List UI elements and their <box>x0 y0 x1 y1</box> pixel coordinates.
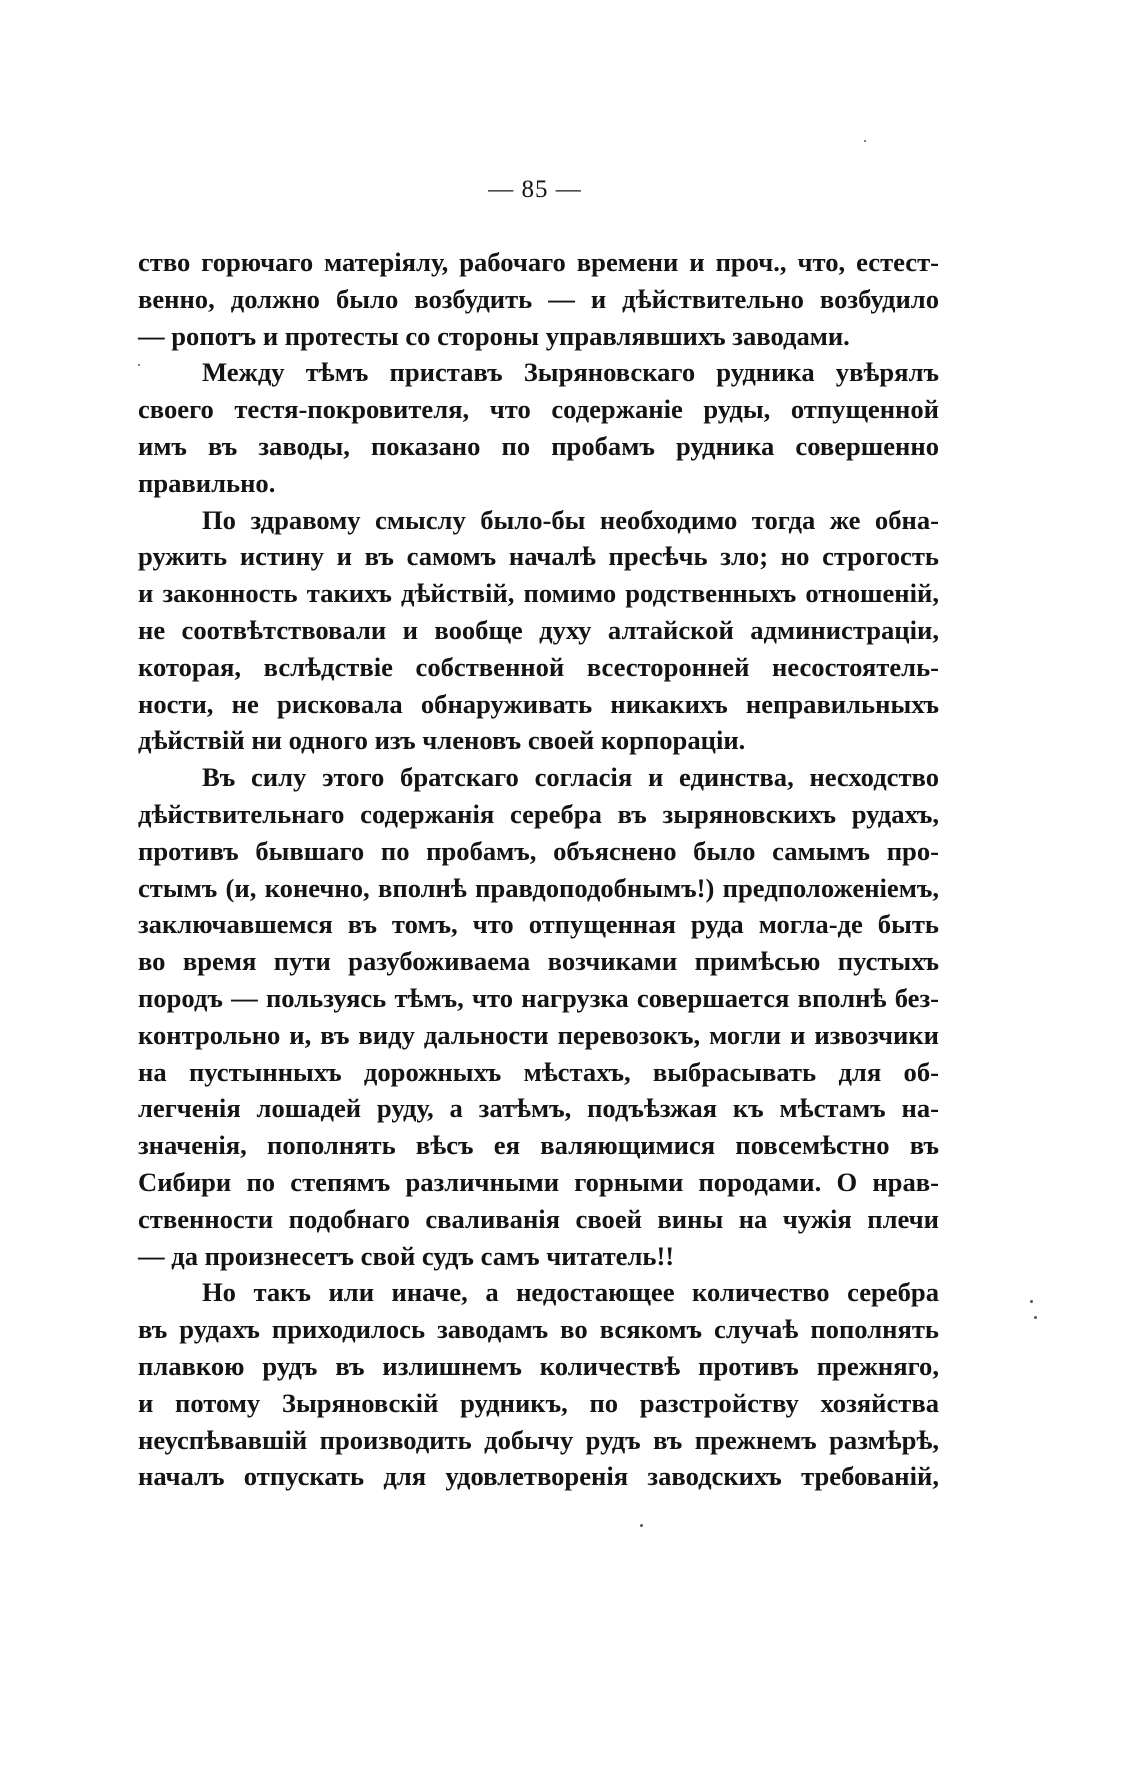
text-line: — да произнесетъ свой судъ самъ читатель!! <box>138 1240 675 1271</box>
text-line: заключавшемся въ томъ, что отпущенная руда могла-де быть <box>138 909 939 940</box>
text-line: и законность такихъ дѣйствій, помимо родственныхъ отношеній, <box>138 578 939 609</box>
text-line: ственности подобнаго сваливанія своей вины на чужія плечи <box>138 1203 939 1234</box>
text-line: во время пути разубоживаема возчиками примѣсью пустыхъ <box>138 946 939 977</box>
text-line: По здравому смыслу было-бы необходимо тогда же обна- <box>202 504 939 535</box>
text-line: своего тестя-покровителя, что содержаніе руды, отпущенной <box>138 394 939 425</box>
text-line: противъ бывшаго по пробамъ, объяснено было самымъ про- <box>138 835 939 866</box>
text-line: Между тѣмъ приставъ Зыряновскаго рудника увѣрялъ <box>202 357 939 388</box>
text-line: венно, должно было возбудить — и дѣйствительно возбудило <box>138 283 939 314</box>
scan-speck <box>1034 1316 1037 1319</box>
text-line: дѣйствительнаго содержанія серебра въ зыряновскихъ рудахъ, <box>138 798 939 829</box>
scan-speck <box>864 140 866 142</box>
text-line: на пустынныхъ дорожныхъ мѣстахъ, выбрасывать для об- <box>138 1056 939 1087</box>
text-line: ство горючаго матеріялу, рабочаго времени и проч., что, естест- <box>138 247 939 277</box>
text-line: не соотвѣтствовали и вообще духу алтайской администраціи, <box>138 614 939 645</box>
text-line: легченія лошадей руду, а затѣмъ, подъѣзжая къ мѣстамъ на- <box>138 1093 939 1124</box>
text-line: значенія, пополнять вѣсъ ея валяющимися повсемѣстно въ <box>138 1130 939 1161</box>
text-line: ружить истину и въ самомъ началѣ пресѣчь зло; но строгость <box>138 541 939 572</box>
scan-speck <box>640 1524 643 1527</box>
text-line: Сибири по степямъ различными горными породами. О нрав- <box>138 1166 939 1197</box>
text-line: и потому Зыряновскій рудникъ, по разстройству хозяйства <box>138 1387 939 1418</box>
paragraph-2 <box>138 354 939 501</box>
text-line: неуспѣвавшій производить добычу рудъ въ прежнемъ размѣрѣ, <box>138 1424 939 1455</box>
text-line: контрольно и, въ виду дальности перевозокъ, могли и извозчики <box>138 1019 939 1050</box>
text-line: породъ — пользуясь тѣмъ, что нагрузка совершается вполнѣ без- <box>138 982 939 1013</box>
text-line: правильно. <box>138 467 276 498</box>
paragraph-1 <box>138 244 939 354</box>
text-line: имъ въ заводы, показано по пробамъ рудника совершенно <box>138 430 939 461</box>
page-number: — 85 — <box>488 176 582 203</box>
text-line: въ рудахъ приходилось заводамъ во всякомъ случаѣ пополнять <box>138 1314 939 1345</box>
paragraph-3 <box>138 502 939 760</box>
text-line: плавкою рудъ въ излишнемъ количествѣ противъ прежняго, <box>138 1350 939 1381</box>
paragraph-5 <box>138 1274 939 1495</box>
text-line: ности, не рисковала обнаруживать никакихъ неправильныхъ <box>138 688 939 719</box>
body-text <box>138 244 939 1495</box>
text-line: Но такъ или иначе, а недостающее количество серебра <box>202 1277 939 1308</box>
text-line: дѣйствій ни одного изъ членовъ своей корпораціи. <box>138 725 746 756</box>
text-line: — ропотъ и протесты со стороны управлявшихъ заводами. <box>138 320 850 351</box>
text-line: Въ силу этого братскаго согласія и единства, несходство <box>202 762 939 793</box>
text-line: стымъ (и, конечно, вполнѣ правдоподобнымъ!) предположеніемъ, <box>138 872 939 903</box>
text-line: началъ отпускать для удовлетворенія заводскихъ требованій, <box>138 1461 939 1492</box>
text-line: которая, вслѣдствіе собственной всесторонней несостоятель- <box>138 651 939 682</box>
paragraph-4 <box>138 759 939 1274</box>
scan-speck <box>1030 1300 1033 1303</box>
scan-speck <box>138 364 140 366</box>
